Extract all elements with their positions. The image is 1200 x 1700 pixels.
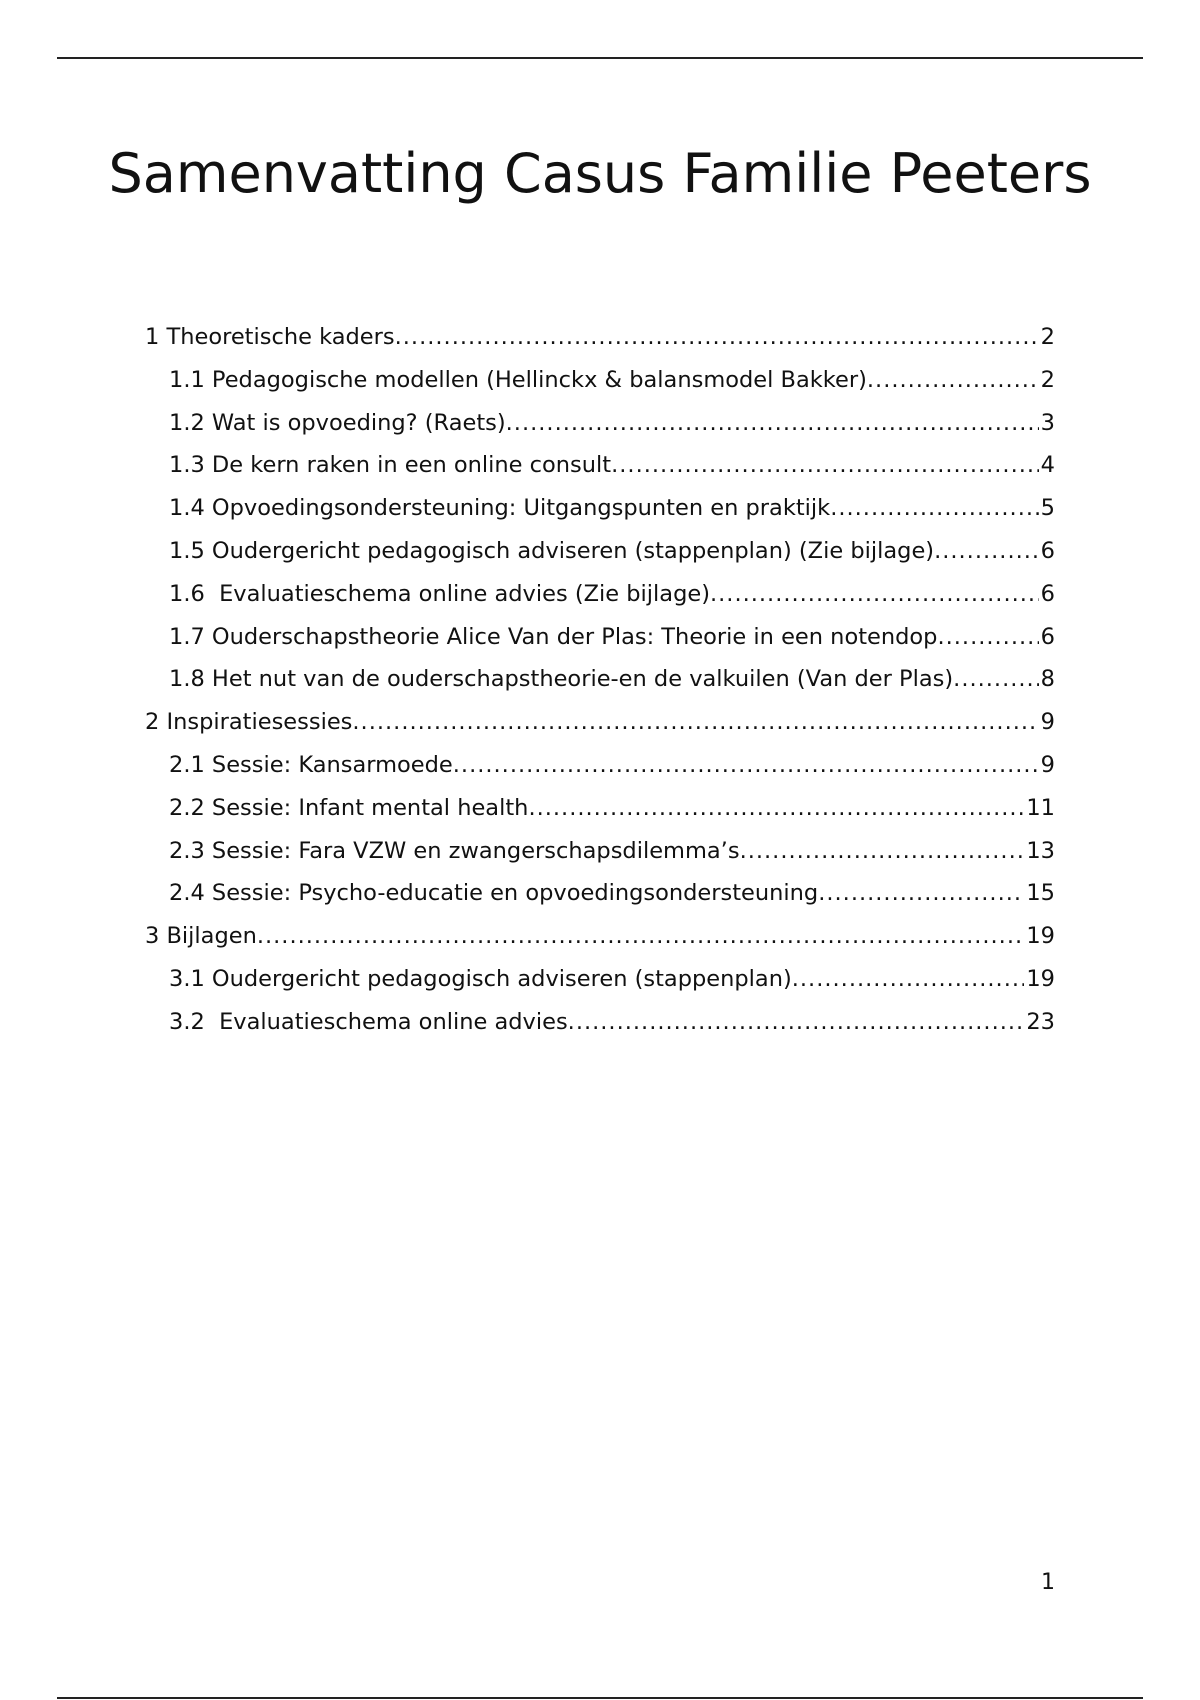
toc-entry-label: 2.2 Sessie: Infant mental health [169, 794, 529, 821]
toc-entry[interactable] [145, 359, 1055, 402]
toc-entry[interactable] [145, 744, 1055, 787]
toc-entry[interactable] [145, 958, 1055, 1001]
page-number: 1 [1041, 1570, 1055, 1595]
toc-entry[interactable] [145, 487, 1055, 530]
toc-dot-leader [953, 658, 1039, 701]
toc-dot-leader [710, 573, 1039, 616]
toc-dot-leader [352, 701, 1038, 744]
toc-entry-label: 1.4 Opvoedingsondersteuning: Uitgangspunten en praktijk [169, 495, 831, 522]
toc-entry-page: 9 [1040, 709, 1055, 736]
footer-rule [57, 1697, 1143, 1699]
toc-dot-leader [792, 958, 1025, 1001]
toc-entry-label: 2.3 Sessie: Fara VZW en zwangerschapsdilemma’s [169, 837, 740, 864]
toc-entry-page: 8 [1040, 666, 1055, 693]
toc-entry-label: 3.2 Evaluatieschema online advies [169, 1008, 568, 1035]
toc-entry[interactable] [145, 444, 1055, 487]
toc-dot-leader [257, 915, 1025, 958]
toc-entry[interactable] [145, 616, 1055, 659]
toc-entry-label: 3.1 Oudergericht pedagogisch adviseren (stappenplan) [169, 965, 792, 992]
toc-entry-label: 1.6 Evaluatieschema online advies (Zie bijlage) [169, 580, 710, 607]
toc-entry-label: 1.7 Ouderschapstheorie Alice Van der Plas: Theorie in een notendop [169, 623, 938, 650]
toc-entry[interactable] [145, 573, 1055, 616]
toc-entry-page: 6 [1040, 537, 1055, 564]
toc-entry[interactable] [145, 402, 1055, 445]
header-rule [57, 57, 1143, 59]
toc-entry[interactable] [145, 658, 1055, 701]
toc-entry-page: 6 [1040, 623, 1055, 650]
toc-dot-leader [937, 616, 1038, 659]
toc-entry[interactable] [145, 915, 1055, 958]
toc-entry-page: 9 [1040, 751, 1055, 778]
toc-dot-leader [453, 744, 1039, 787]
toc-entry-page: 11 [1026, 794, 1055, 821]
toc-entry-label: 2.1 Sessie: Kansarmoede [169, 751, 453, 778]
toc-dot-leader [740, 830, 1025, 873]
toc-entry[interactable] [145, 872, 1055, 915]
toc-dot-leader [568, 1001, 1025, 1044]
toc-entry-label: 1 Theoretische kaders [145, 324, 395, 350]
toc-entry-page: 6 [1040, 580, 1055, 607]
toc-entry-page: 2 [1040, 324, 1055, 350]
toc-entry[interactable] [145, 830, 1055, 873]
toc-entry-page: 2 [1040, 366, 1055, 393]
toc-dot-leader [528, 787, 1024, 830]
toc-entry-label: 3 Bijlagen [145, 923, 257, 950]
toc-entry-label: 2.4 Sessie: Psycho-educatie en opvoedingsondersteuning [169, 880, 819, 907]
toc-dot-leader [934, 530, 1039, 573]
toc-dot-leader [818, 872, 1024, 915]
toc-dot-leader [506, 402, 1039, 445]
toc-entry-page: 13 [1026, 837, 1055, 864]
toc-entry-label: 2 Inspiratiesessies [145, 709, 353, 736]
toc-entry[interactable] [145, 530, 1055, 573]
table-of-contents [145, 316, 1055, 1044]
toc-entry-page: 23 [1026, 1008, 1055, 1035]
toc-dot-leader [830, 487, 1038, 530]
toc-entry-label: 1.1 Pedagogische modellen (Hellinckx & balansmodel Bakker) [169, 366, 867, 393]
toc-entry-page: 3 [1040, 409, 1055, 436]
toc-entry[interactable] [145, 316, 1055, 359]
toc-entry-page: 19 [1026, 923, 1055, 950]
toc-entry[interactable] [145, 1001, 1055, 1044]
toc-entry-page: 4 [1040, 452, 1055, 479]
toc-entry-label: 1.2 Wat is opvoeding? (Raets) [169, 409, 506, 436]
toc-dot-leader [611, 444, 1039, 487]
toc-entry-page: 19 [1026, 965, 1055, 992]
toc-entry-label: 1.8 Het nut van de ouderschapstheorie-en de valkuilen (Van der Plas) [169, 666, 954, 693]
toc-dot-leader [867, 359, 1039, 402]
toc-entry-page: 5 [1040, 495, 1055, 522]
toc-entry[interactable] [145, 787, 1055, 830]
toc-entry-page: 15 [1026, 880, 1055, 907]
document-title: Samenvatting Casus Familie Peeters [108, 142, 1092, 205]
toc-entry-label: 1.3 De kern raken in een online consult [169, 452, 612, 479]
toc-entry-label: 1.5 Oudergericht pedagogisch adviseren (stappenplan) (Zie bijlage) [169, 537, 935, 564]
toc-dot-leader [395, 316, 1039, 359]
toc-entry[interactable] [145, 701, 1055, 744]
